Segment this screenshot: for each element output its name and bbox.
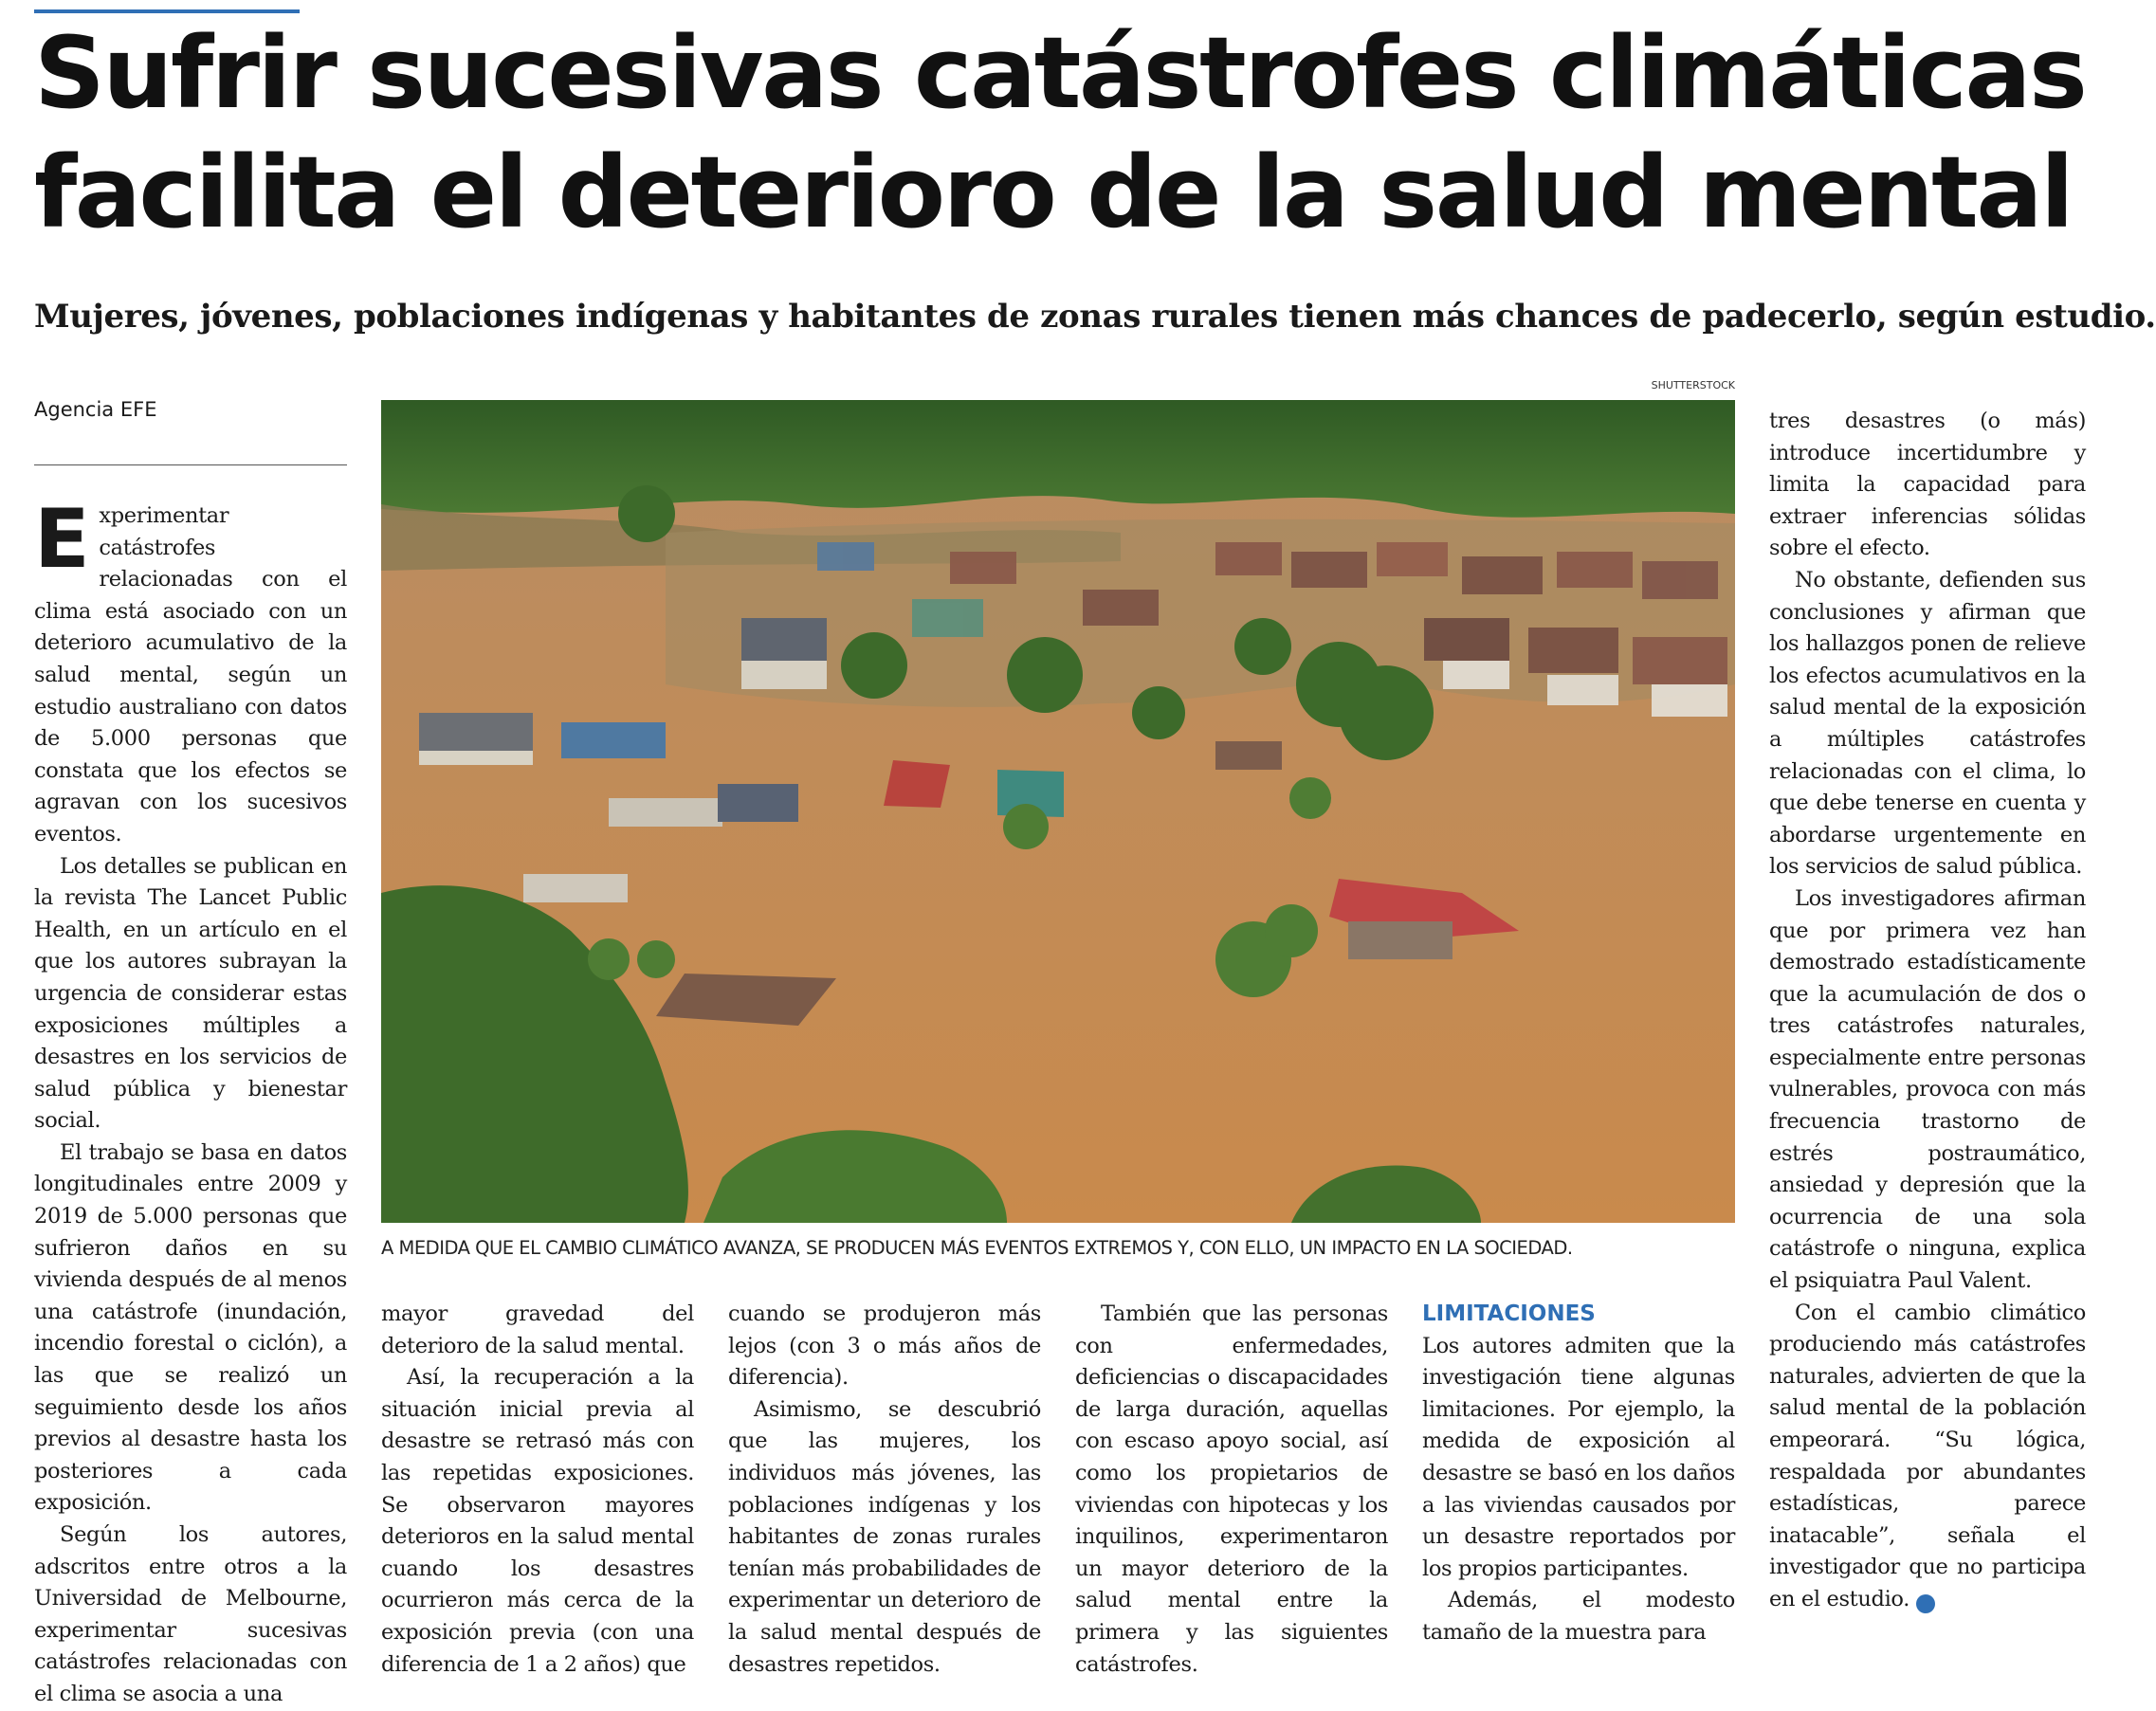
end-of-article-icon: ✪ bbox=[1916, 1594, 1935, 1613]
article-paragraph: También que las personas con enfermedades, deficiencias o discapacidades de larga duración, aquellas con escaso apoyo social, así como los propietarios de viviendas con hipotecas y los inquilinos, experimentaron un mayor deterioro de la salud mental entre la primera y las siguientes catástrofes. bbox=[1075, 1301, 1388, 1677]
article-column-3 bbox=[728, 1299, 1041, 1683]
subheadline: Mujeres, jóvenes, poblaciones indígenas y habitantes de zonas rurales tienen más chances de padecerlo, según estudio. bbox=[34, 298, 2156, 336]
article-paragraph: Los detalles se publican en la revista The Lancet Public Health, en un artículo en el que los autores subrayan la urgencia de considerar estas exposiciones múltiples a desastres en los servicios de salud pública y bienestar social. bbox=[34, 853, 347, 1134]
section-tag-bar bbox=[34, 0, 300, 13]
article-paragraph: No obstante, defienden sus conclusiones y afirman que los hallazgos ponen de relieve los efectos acumulativos en la salud mental de la exposición a múltiples catástrofes relacionadas con el clima, lo que debe tenerse en cuenta y abordarse urgentemente en los servicios de salud pública. bbox=[1769, 567, 2086, 880]
article-paragraph: cuando se produjeron más lejos (con 3 o más años de diferencia). bbox=[728, 1301, 1041, 1391]
drop-cap: E bbox=[34, 492, 90, 587]
article-paragraph: Experimentar catástrofes relacionadas con el clima está asociado con un deterioro acumulativo de la salud mental, según un estudio australiano con datos de 5.000 personas que constata que los efectos se agravan con los sucesivos eventos. bbox=[34, 492, 347, 846]
article-paragraph: Los autores admiten que la investigación tiene algunas limitaciones. Por ejemplo, la medida de exposición al desastre se basó en los daños a las viviendas causados por un desastre reportados por los propios participantes. bbox=[1422, 1333, 1735, 1581]
headline bbox=[34, 13, 2086, 252]
article-column-4 bbox=[1075, 1299, 1388, 1683]
article-paragraph: Asimismo, se descubrió que las mujeres, los individuos más jóvenes, las poblaciones indígenas y los habitantes de zonas rurales tenían más probabilidades de experimentar un deterioro de la salud mental después de desastres repetidos. bbox=[728, 1396, 1041, 1677]
article-paragraph: tres desastres (o más) introduce incertidumbre y limita la capacidad para extraer inferencias sólidas sobre el efecto. bbox=[1769, 409, 2086, 561]
headline-line-2: facilita el deterioro de la salud mental bbox=[34, 135, 2073, 250]
article-column-1 bbox=[34, 492, 347, 1706]
article-paragraph: Con el cambio climático produciendo más catástrofes naturales, advierten de que la salud mental de la población empeorará. “Su lógica, respaldada por abundantes estadísticas, parece inatacable”, señala el investigador que no participa en el estudio. ✪ bbox=[1769, 1300, 2086, 1611]
article-paragraph: Así, la recuperación a la situación inicial previa al desastre se retrasó más con las repetidas exposiciones. Se observaron mayores deterioros en la salud mental cuando los desastres ocurrieron más cerca de la exposición previa (con una diferencia de 1 a 2 años) que bbox=[381, 1365, 694, 1677]
byline-divider bbox=[34, 464, 347, 465]
photo-credit: SHUTTERSTOCK bbox=[1651, 379, 1735, 391]
article-paragraph: El trabajo se basa en datos longitudinales entre 2009 y 2019 de 5.000 personas que sufrieron daños en su vivienda después de al menos una catástrofe (inundación, incendio forestal o ciclón), a las que se realizó un seguimiento desde los años previos al desastre hasta los posteriores a cada exposición. bbox=[34, 1139, 347, 1516]
byline: Agencia EFE bbox=[34, 398, 157, 421]
section-heading-limitaciones: LIMITACIONES bbox=[1422, 1301, 1596, 1326]
article-paragraph: Además, el modesto tamaño de la muestra para bbox=[1422, 1588, 1735, 1645]
photo-caption: A MEDIDA QUE EL CAMBIO CLIMÁTICO AVANZA, SE PRODUCEN MÁS EVENTOS EXTREMOS Y, CON ELLO, UN IMPACTO EN LA SOCIEDAD. bbox=[381, 1237, 1573, 1259]
flood-photo bbox=[381, 400, 1735, 1223]
article-paragraph: Los investigadores afirman que por primera vez han demostrado estadísticamente que la acumulación de dos o tres catástrofes naturales, especialmente entre personas vulnerables, provoca con más frecuencia trastorno de estrés postraumático, ansiedad y depresión que la ocurrencia de una sola catástrofe o ninguna, explica el psiquiatra Paul Valent. bbox=[1769, 885, 2086, 1294]
article-column-6 bbox=[1769, 406, 2086, 1685]
article-paragraph: Según los autores, adscritos entre otros a la Universidad de Melbourne, experimentar sucesivas catástrofes relacionadas con el clima se asocia a una bbox=[34, 1522, 347, 1706]
flooded-village-illustration bbox=[381, 400, 1735, 1223]
article-column-2 bbox=[381, 1299, 694, 1683]
article-paragraph: mayor gravedad del deterioro de la salud mental. bbox=[381, 1301, 694, 1358]
article-column-5 bbox=[1422, 1299, 1735, 1683]
headline-line-1: Sufrir sucesivas catástrofes climáticas bbox=[34, 15, 2086, 131]
